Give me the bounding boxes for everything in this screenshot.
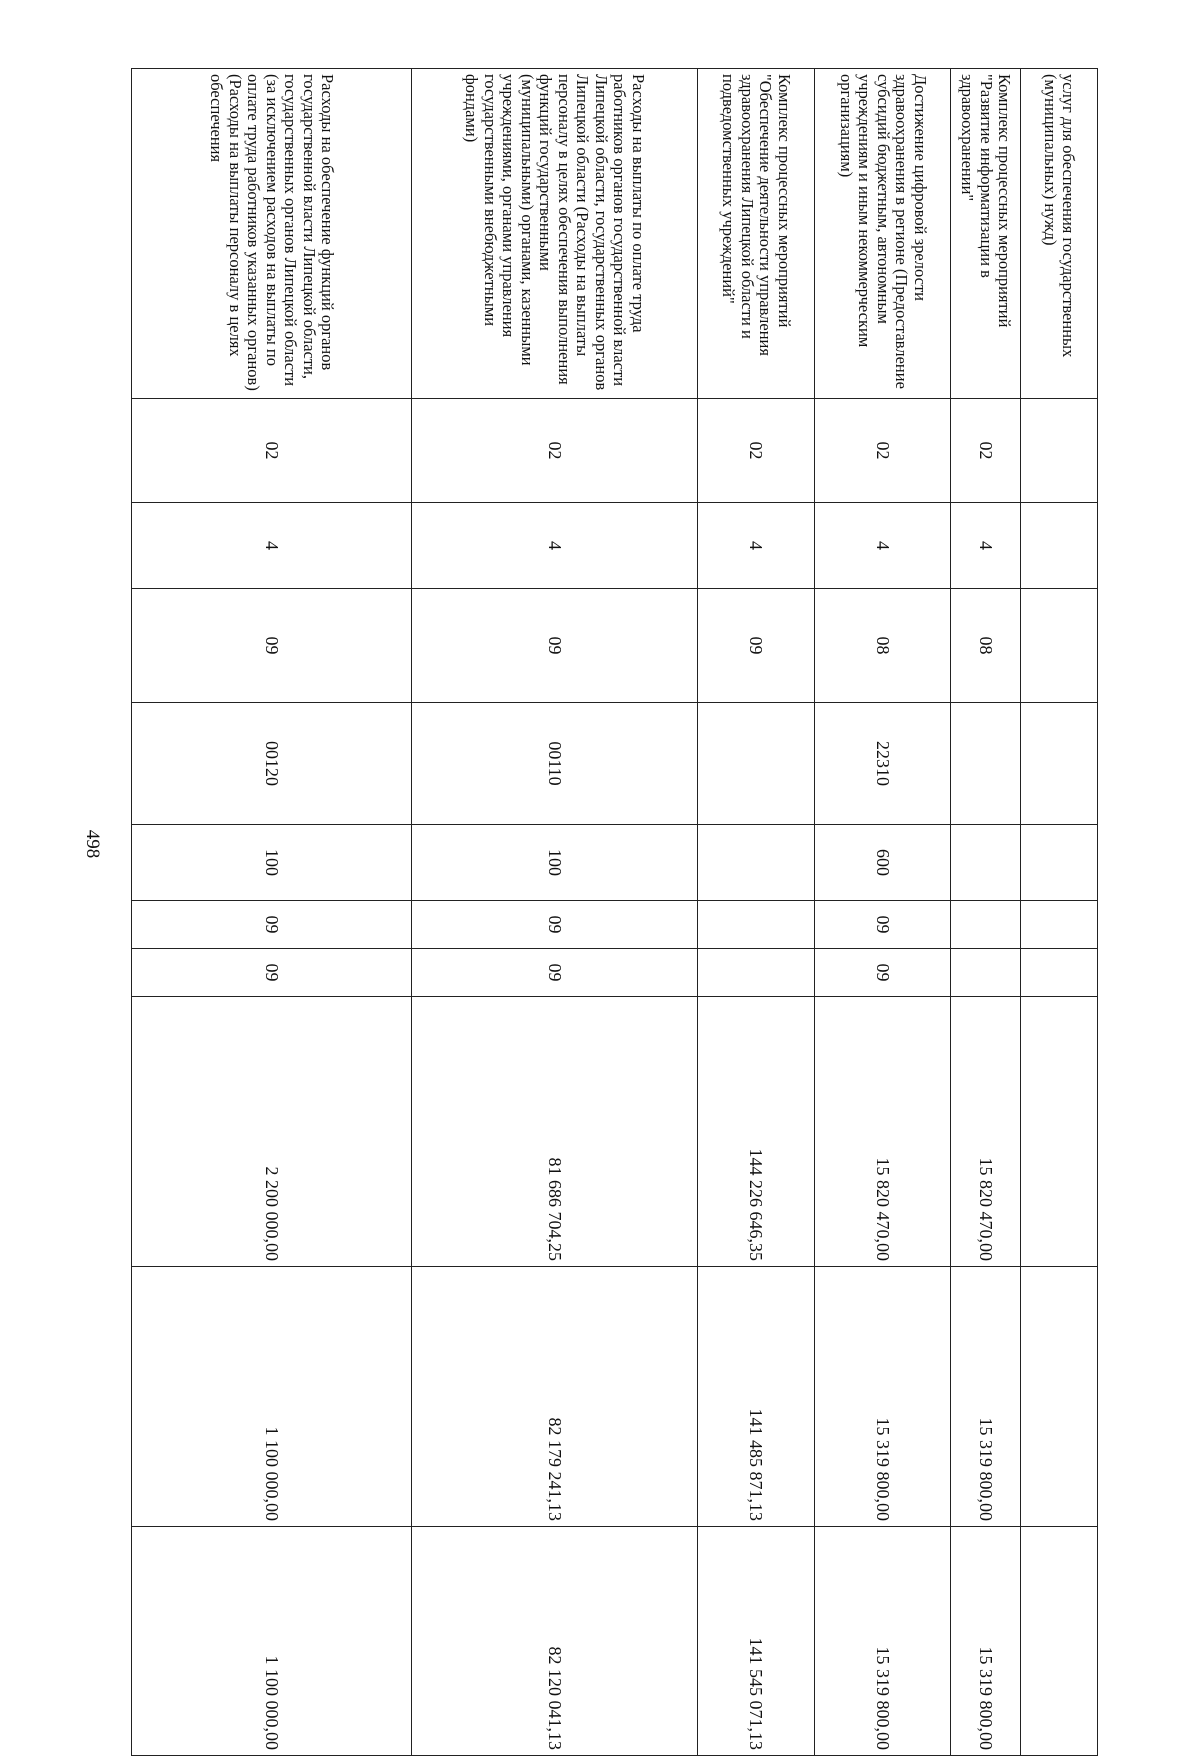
cell-amount-1: 81 686 704,25 xyxy=(412,997,698,1267)
cell-subprogram: 4 xyxy=(698,503,815,589)
row-name: Комплекс процессных мероприятий "Развитие информатизации в здравоохранении" xyxy=(951,69,1021,399)
cell-section: 09 xyxy=(132,901,412,949)
cell-section: 09 xyxy=(815,901,951,949)
cell-complex xyxy=(1021,589,1098,703)
cell-amount-1: 144 226 646,35 xyxy=(698,997,815,1267)
cell-subsection: 09 xyxy=(815,949,951,997)
cell-program: 02 xyxy=(815,399,951,503)
table-row xyxy=(815,69,951,1756)
cell-expense-type xyxy=(698,825,815,901)
cell-complex: 08 xyxy=(951,589,1021,703)
cell-section: 09 xyxy=(412,901,698,949)
cell-amount-3: 1 100 000,00 xyxy=(132,1527,412,1756)
cell-amount-2: 1 100 000,00 xyxy=(132,1267,412,1527)
cell-direction xyxy=(1021,703,1098,825)
cell-amount-2: 141 485 871,13 xyxy=(698,1267,815,1527)
cell-subprogram: 4 xyxy=(951,503,1021,589)
cell-subsection: 09 xyxy=(412,949,698,997)
page-number: 498 xyxy=(82,829,103,859)
cell-amount-3 xyxy=(1021,1527,1098,1756)
cell-complex: 09 xyxy=(698,589,815,703)
cell-program xyxy=(1021,399,1098,503)
table-row xyxy=(1021,69,1098,1756)
cell-program: 02 xyxy=(412,399,698,503)
cell-complex: 09 xyxy=(412,589,698,703)
cell-program: 02 xyxy=(951,399,1021,503)
cell-expense-type xyxy=(1021,825,1098,901)
cell-direction: 00120 xyxy=(132,703,412,825)
table-row xyxy=(412,69,698,1756)
table-row xyxy=(698,69,815,1756)
table-row xyxy=(132,69,412,1756)
cell-subprogram: 4 xyxy=(412,503,698,589)
cell-direction: 00110 xyxy=(412,703,698,825)
cell-amount-1: 2 200 000,00 xyxy=(132,997,412,1267)
cell-direction xyxy=(951,703,1021,825)
cell-direction xyxy=(698,703,815,825)
row-name: Комплекс процессных мероприятий "Обеспечение деятельности управления здравоохранения Липецкой области и подведомственных учреждений" xyxy=(698,69,815,399)
row-name: Достижение цифровой зрелости здравоохранения в регионе (Предоставление субсидий бюджетным, автономным учреждениям и иным некоммерческим организациям) xyxy=(815,69,951,399)
cell-subsection: 09 xyxy=(132,949,412,997)
cell-amount-1: 15 820 470,00 xyxy=(815,997,951,1267)
cell-expense-type: 100 xyxy=(412,825,698,901)
cell-complex: 08 xyxy=(815,589,951,703)
cell-section xyxy=(951,901,1021,949)
cell-expense-type: 100 xyxy=(132,825,412,901)
cell-subsection xyxy=(698,949,815,997)
row-name: Расходы на обеспечение функций органов государственной власти Липецкой области, государственных органов Липецкой области (за исключением расходов на выплаты по оплате труда работников указанных органов) (Расходы на выплаты персоналу в целях обеспечения xyxy=(132,69,412,399)
cell-expense-type xyxy=(951,825,1021,901)
row-name: услуг для обеспечения государственных (муниципальных) нужд) xyxy=(1021,69,1098,399)
cell-amount-2: 15 319 800,00 xyxy=(951,1267,1021,1527)
cell-amount-2: 15 319 800,00 xyxy=(815,1267,951,1527)
cell-amount-2: 82 179 241,13 xyxy=(412,1267,698,1527)
budget-table xyxy=(131,68,1098,1756)
cell-subprogram: 4 xyxy=(815,503,951,589)
cell-amount-3: 82 120 041,13 xyxy=(412,1527,698,1756)
cell-amount-1 xyxy=(1021,997,1098,1267)
cell-section xyxy=(698,901,815,949)
cell-subsection xyxy=(951,949,1021,997)
cell-subprogram: 4 xyxy=(132,503,412,589)
table-row xyxy=(951,69,1021,1756)
cell-program: 02 xyxy=(698,399,815,503)
cell-amount-2 xyxy=(1021,1267,1098,1527)
cell-program: 02 xyxy=(132,399,412,503)
cell-subsection xyxy=(1021,949,1098,997)
cell-section xyxy=(1021,901,1098,949)
cell-complex: 09 xyxy=(132,589,412,703)
cell-amount-3: 141 545 071,13 xyxy=(698,1527,815,1756)
budget-table-rotated xyxy=(132,68,1098,1755)
cell-subprogram xyxy=(1021,503,1098,589)
cell-direction: 22310 xyxy=(815,703,951,825)
cell-expense-type: 600 xyxy=(815,825,951,901)
row-name: Расходы на выплаты по оплате труда работников органов государственной власти Липецкой области, государственных органов Липецкой области (Расходы на выплаты персоналу в целях обеспечения выполнения функций государственными (муниципальными) органами, казенными учреждениями, органами управления государственными внебюджетными фондами) xyxy=(412,69,698,399)
cell-amount-3: 15 319 800,00 xyxy=(815,1527,951,1756)
cell-amount-1: 15 820 470,00 xyxy=(951,997,1021,1267)
cell-amount-3: 15 319 800,00 xyxy=(951,1527,1021,1756)
